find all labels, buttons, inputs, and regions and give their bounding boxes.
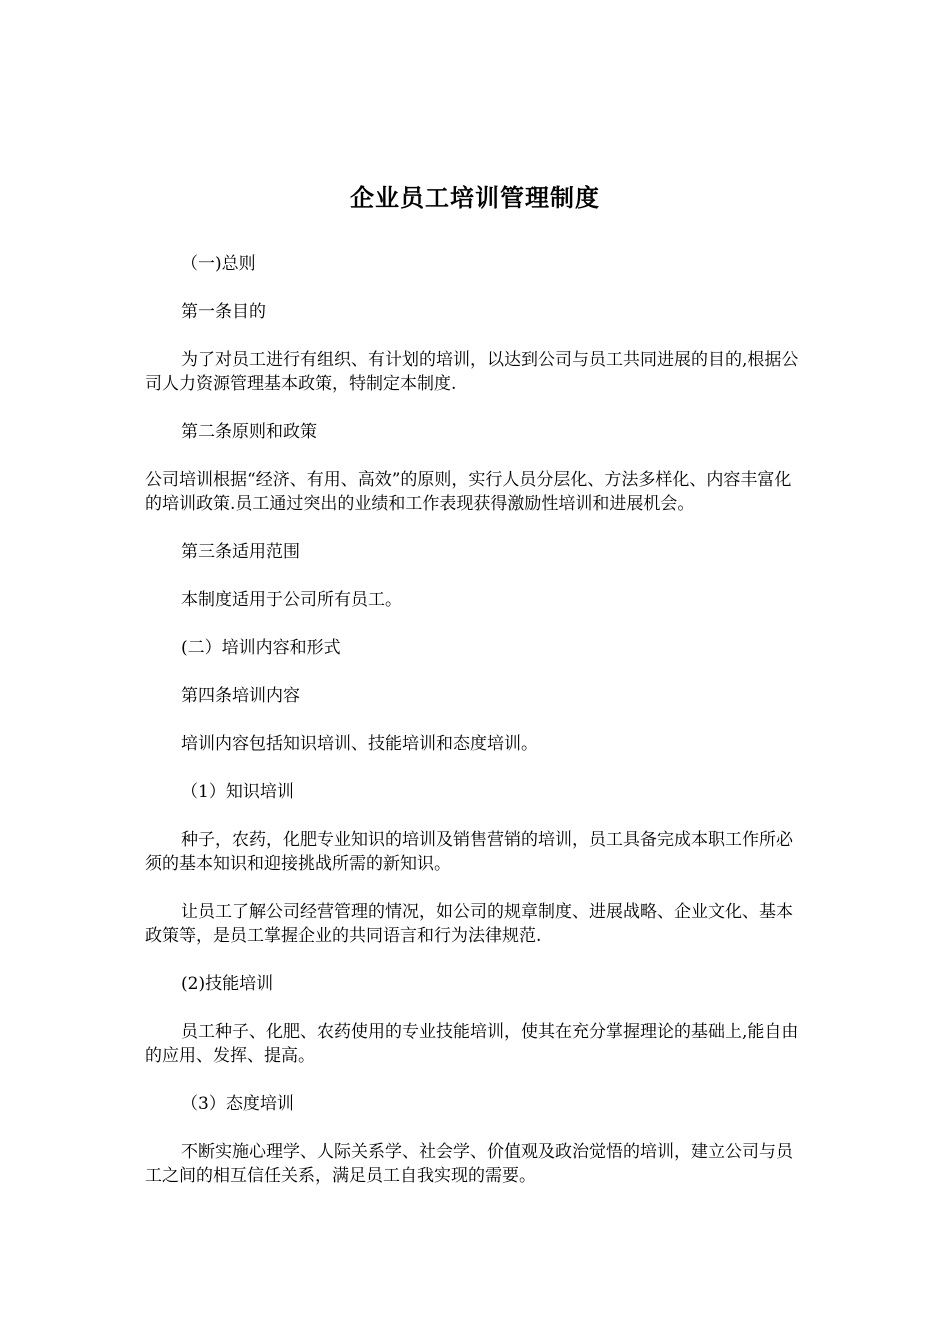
document-title: 企业员工培训管理制度 bbox=[350, 183, 600, 212]
paragraph-content: 培训内容包括知识培训、技能培训和态度培训。 bbox=[181, 734, 538, 754]
paragraph-scope: 本制度适用于公司所有员工。 bbox=[181, 590, 402, 610]
paragraph-knowledge-2: 让员工了解公司经营管理的情况，如公司的规章制度、进展战略、企业文化、基本政策等，是员工掌握企业的共同语言和行为法律规范. bbox=[145, 902, 793, 946]
section-heading-content: (二）培训内容和形式 bbox=[181, 638, 341, 658]
document-body bbox=[145, 178, 805, 1212]
subheading-skills: (2)技能培训 bbox=[181, 974, 274, 994]
paragraph-attitude: 不断实施心理学、人际关系学、社会学、价值观及政治觉悟的培训，建立公司与员工之间的相互信任关系，满足员工自我实现的需要。 bbox=[145, 1142, 793, 1186]
subheading-attitude: （3）态度培训 bbox=[181, 1094, 294, 1114]
paragraph-purpose: 为了对员工进行有组织、有计划的培训，以达到公司与员工共同进展的目的,根据公司人力资源管理基本政策，特制定本制度. bbox=[145, 350, 799, 394]
article-heading-1: 第一条目的 bbox=[181, 302, 266, 322]
article-heading-2: 第二条原则和政策 bbox=[181, 422, 317, 442]
subheading-knowledge: （1）知识培训 bbox=[181, 782, 294, 802]
paragraph-skills: 员工种子、化肥、农药使用的专业技能培训，使其在充分掌握理论的基础上,能自由的应用、发挥、提高。 bbox=[145, 1022, 799, 1066]
article-heading-4: 第四条培训内容 bbox=[181, 686, 300, 706]
paragraph-knowledge-1: 种子，农药，化肥专业知识的培训及销售营销的培训，员工具备完成本职工作所必须的基本知识和迎接挑战所需的新知识。 bbox=[145, 830, 793, 874]
section-heading-general: （一)总则 bbox=[181, 254, 256, 274]
paragraph-principles: 公司培训根据“经济、有用、高效”的原则，实行人员分层化、方法多样化、内容丰富化的培训政策.员工通过突出的业绩和工作表现获得激励性培训和进展机会。 bbox=[145, 470, 792, 514]
article-heading-3: 第三条适用范围 bbox=[181, 542, 300, 562]
